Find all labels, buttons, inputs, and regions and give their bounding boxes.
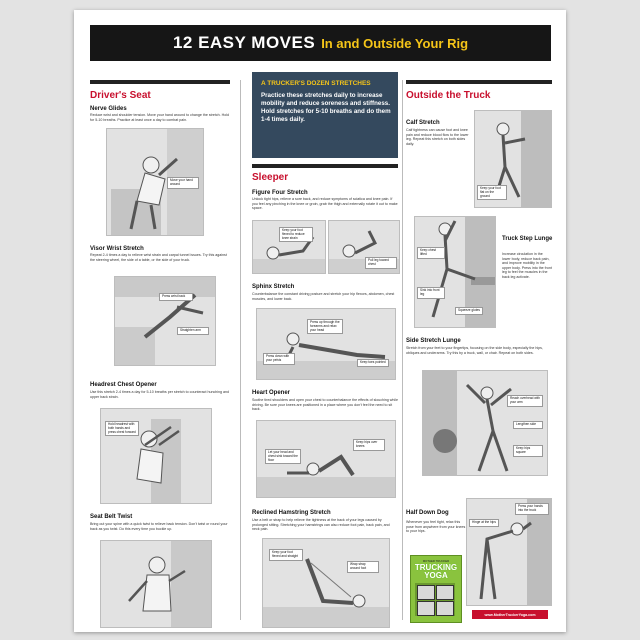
exercise-title: Heart Opener — [252, 390, 291, 396]
caption: Keep chest lifted — [417, 247, 445, 259]
caption: Hold headrest with both hands and press chest forward — [105, 421, 139, 436]
caption: Move your hand around — [167, 177, 199, 189]
caption: Sink into front leg — [417, 287, 445, 299]
banner-main-title: 12 EASY MOVES — [172, 33, 316, 52]
heart-opener-illustration — [256, 420, 396, 498]
exercise-description: Increase circulation in the lower body, reduce back pain, and improve mobility in the upper body. Press into the front leg to feel the muscles in the back leg activate. — [502, 252, 552, 279]
sphinx-illustration — [256, 308, 396, 380]
exercise-title: Seat Belt Twist — [90, 514, 133, 520]
exercise-title: Visor Wrist Stretch — [90, 246, 144, 252]
exercise-description: Use this stretch 2-4 times a day for 5-10 breaths per stretch to counteract hunching and upper back strain. — [90, 390, 230, 399]
poster — [74, 10, 566, 632]
exercise-description: Soothe tired shoulders and open your chest to counterbalance the effects of slouching while driving. Be sure your knees are positioned in a place where you don't feel the need to sit back. — [252, 398, 398, 412]
caption: Keep hips square — [513, 445, 543, 457]
caption: Keep your foot flexed to reduce knee strain — [279, 227, 313, 242]
book-photo-grid — [415, 583, 455, 616]
banner-subtitle: In and Outside Your Rig — [321, 35, 469, 51]
exercise-title: Calf Stretch — [406, 120, 440, 126]
caption: Keep hips over knees — [353, 439, 385, 451]
caption: Keep your foot flat on the ground — [477, 185, 507, 200]
book-publisher: MOTHER TRUCKER — [422, 559, 450, 563]
half-down-dog-illustration — [466, 498, 552, 606]
exercise-description: Bring out your spine with a quick twist to relieve back tension. Don't twist or round your back as you twist. Do this every time you buckle up. — [90, 522, 228, 531]
caption: Let your head and chest sink toward the floor — [265, 449, 301, 464]
caption: Wrap strap around foot — [347, 561, 379, 573]
caption: Hinge at the hips — [469, 519, 499, 527]
seat-belt-illustration — [100, 540, 212, 628]
section-rule — [406, 80, 552, 84]
caption: Press your hands into the truck — [515, 503, 549, 515]
exercise-description: Reduce wrist and shoulder tension. Move your hand around to change the stretch. Hold for 5-10 breaths. Practice at least once a day to combat pain. — [90, 113, 230, 122]
exercise-title: Headrest Chest Opener — [90, 382, 157, 388]
column-divider-left — [240, 80, 241, 620]
exercise-title: Half Down Dog — [406, 510, 449, 516]
intro-box — [252, 72, 398, 158]
driver-figure-icon — [115, 277, 215, 365]
section-title-drivers-seat: Driver's Seat — [90, 90, 151, 101]
section-title-sleeper: Sleeper — [252, 172, 289, 183]
section-rule — [252, 164, 398, 168]
exercise-title: Nerve Glides — [90, 106, 127, 112]
caption: Keep your foot flexed and straight — [269, 549, 303, 561]
figure-four-illustration-2 — [328, 220, 400, 274]
column-divider-right — [402, 80, 403, 620]
trucking-yoga-book-cover — [410, 555, 462, 623]
exercise-description: Whenever you feel tight, relax this pose from anywhere from your knees to your hips. — [406, 520, 466, 534]
caption: Squeeze glutes — [455, 307, 483, 315]
exercise-description: Unlock tight hips, relieve a sore back, and reduce symptoms of sciatica and knee pain. If you feel any pinching in the knee or groin, grab the thigh and externally rotate it out to make space. — [252, 197, 398, 211]
section-rule — [90, 80, 230, 84]
headrest-illustration — [100, 408, 212, 504]
truck-step-illustration — [414, 216, 496, 328]
figure-four-illustration-1 — [252, 220, 326, 274]
exercise-description: Counterbalance the constant driving posture and stretch your hip flexors, abdomen, chest muscles, and lower back. — [252, 292, 395, 301]
visor-wrist-illustration — [114, 276, 216, 366]
side-stretch-illustration — [422, 370, 548, 476]
website-link[interactable]: www.MotherTruckerYoga.com — [472, 610, 548, 619]
exercise-title: Sphinx Stretch — [252, 284, 295, 290]
intro-title: A TRUCKER'S DOZEN STRETCHES — [261, 80, 371, 87]
exercise-title: Reclined Hamstring Stretch — [252, 510, 331, 516]
title-banner — [90, 25, 551, 61]
book-title: TRUCKING YOGA — [414, 563, 458, 580]
bending-figure-icon — [467, 499, 551, 605]
intro-body: Practice these stretches daily to increase mobility and reduce soreness and stiffness. Hold stretches for 5-10 breaths and do them 1-4 times daily. — [261, 92, 391, 123]
exercise-title: Side Stretch Lunge — [406, 338, 461, 344]
caption: Press wrist back — [159, 293, 193, 301]
reclined-hamstring-illustration — [262, 538, 390, 628]
exercise-title: Truck Step Lunge — [502, 236, 553, 242]
driver-figure-icon — [101, 541, 211, 627]
exercise-description: Use a belt or strap to help relieve the tightness at the back of your legs caused by prolonged sitting. Stretching your hamstrings can also reduce foot pain, back pain, and neck pain. — [252, 518, 390, 532]
exercise-description: Calf tightness can cause foot and knee pain and reduce blood flow to the lower leg. Repeat this stretch on both sides daily. — [406, 128, 469, 146]
nerve-glides-illustration — [106, 128, 204, 236]
calf-stretch-illustration — [474, 110, 552, 208]
caption: Keep toes pointed — [357, 359, 389, 367]
exercise-title: Figure Four Stretch — [252, 190, 308, 196]
section-title-outside: Outside the Truck — [406, 90, 491, 101]
caption: Press up through the forearms and relax your head — [307, 319, 343, 334]
exercise-description: Repeat 2-4 times a day to relieve wrist strain and carpal tunnel issues. Try this against the steering wheel, the side of a table, or the side of your truck. — [90, 253, 227, 262]
caption: Press down with your pelvis — [263, 353, 295, 365]
caption: Lengthen side — [513, 421, 543, 429]
caption: Straighten arm — [177, 327, 209, 335]
caption: Reach overhead with your arm — [507, 395, 543, 407]
exercise-description: Stretch from your feet to your fingertips, focusing on the side body, especially the hips, obliques and underarms. Try this by a truck, wall, or chair. Repeat on both sides. — [406, 346, 543, 355]
caption: Pull leg toward chest — [365, 257, 397, 269]
